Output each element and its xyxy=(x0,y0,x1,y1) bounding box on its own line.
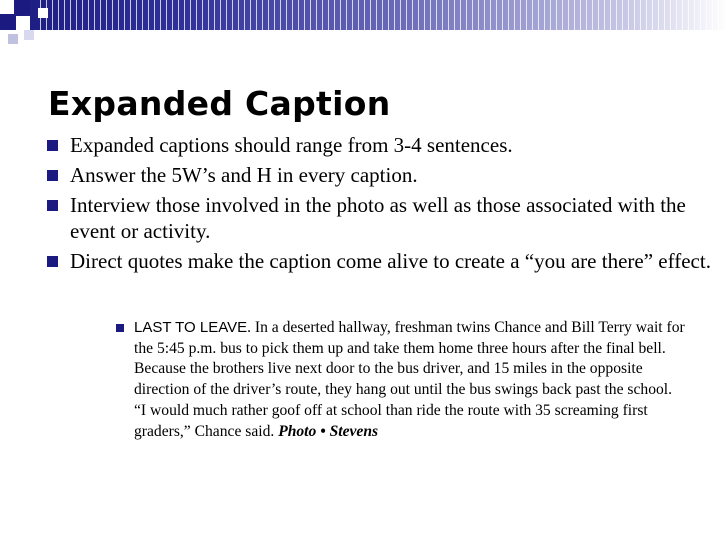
bullet-item xyxy=(46,162,716,188)
decor-square xyxy=(0,16,14,30)
decor-square xyxy=(16,16,30,30)
bullet-item xyxy=(46,192,716,244)
decor-square xyxy=(16,0,30,14)
bullet-text: Expanded captions should range from 3-4 sentences. xyxy=(70,133,513,157)
bullet-list xyxy=(46,132,716,278)
decor-square xyxy=(38,8,48,18)
example-caption xyxy=(116,318,688,442)
square-bullet-icon xyxy=(47,200,58,211)
square-bullet-icon xyxy=(47,140,58,151)
square-bullet-icon xyxy=(47,256,58,267)
photo-credit: Photo • Stevens xyxy=(278,422,379,440)
decor-square xyxy=(8,34,18,44)
example-list xyxy=(116,318,688,442)
caption-body: . In a deserted hallway, freshman twins Chance and Bill Terry wait for the 5:45 p.m. bus to pick them up and take them home three hours after the final bell. Because the brothers live next door to the bus driver, and 15 miles in the opposite direction of the driver’s route, they hang out until the bus swings back past the school. “I would much rather goof off at school than ride the route with 35 screaming first graders,” Chance said. xyxy=(134,319,685,440)
bullet-item xyxy=(46,132,716,158)
decor-square xyxy=(0,0,14,14)
square-bullet-icon xyxy=(47,170,58,181)
header-stripes xyxy=(40,0,728,30)
caption-lead: LAST TO LEAVE xyxy=(134,319,248,336)
bullet-text: Direct quotes make the caption come alive to create a “you are there” effect. xyxy=(70,249,711,273)
decor-square xyxy=(24,30,34,40)
square-bullet-icon xyxy=(116,324,124,332)
bullet-text: Answer the 5W’s and H in every caption. xyxy=(70,163,418,187)
slide-title: Expanded Caption xyxy=(48,84,391,123)
bullet-item xyxy=(46,248,716,274)
bullet-text: Interview those involved in the photo as well as those associated with the event or activity. xyxy=(70,193,686,243)
